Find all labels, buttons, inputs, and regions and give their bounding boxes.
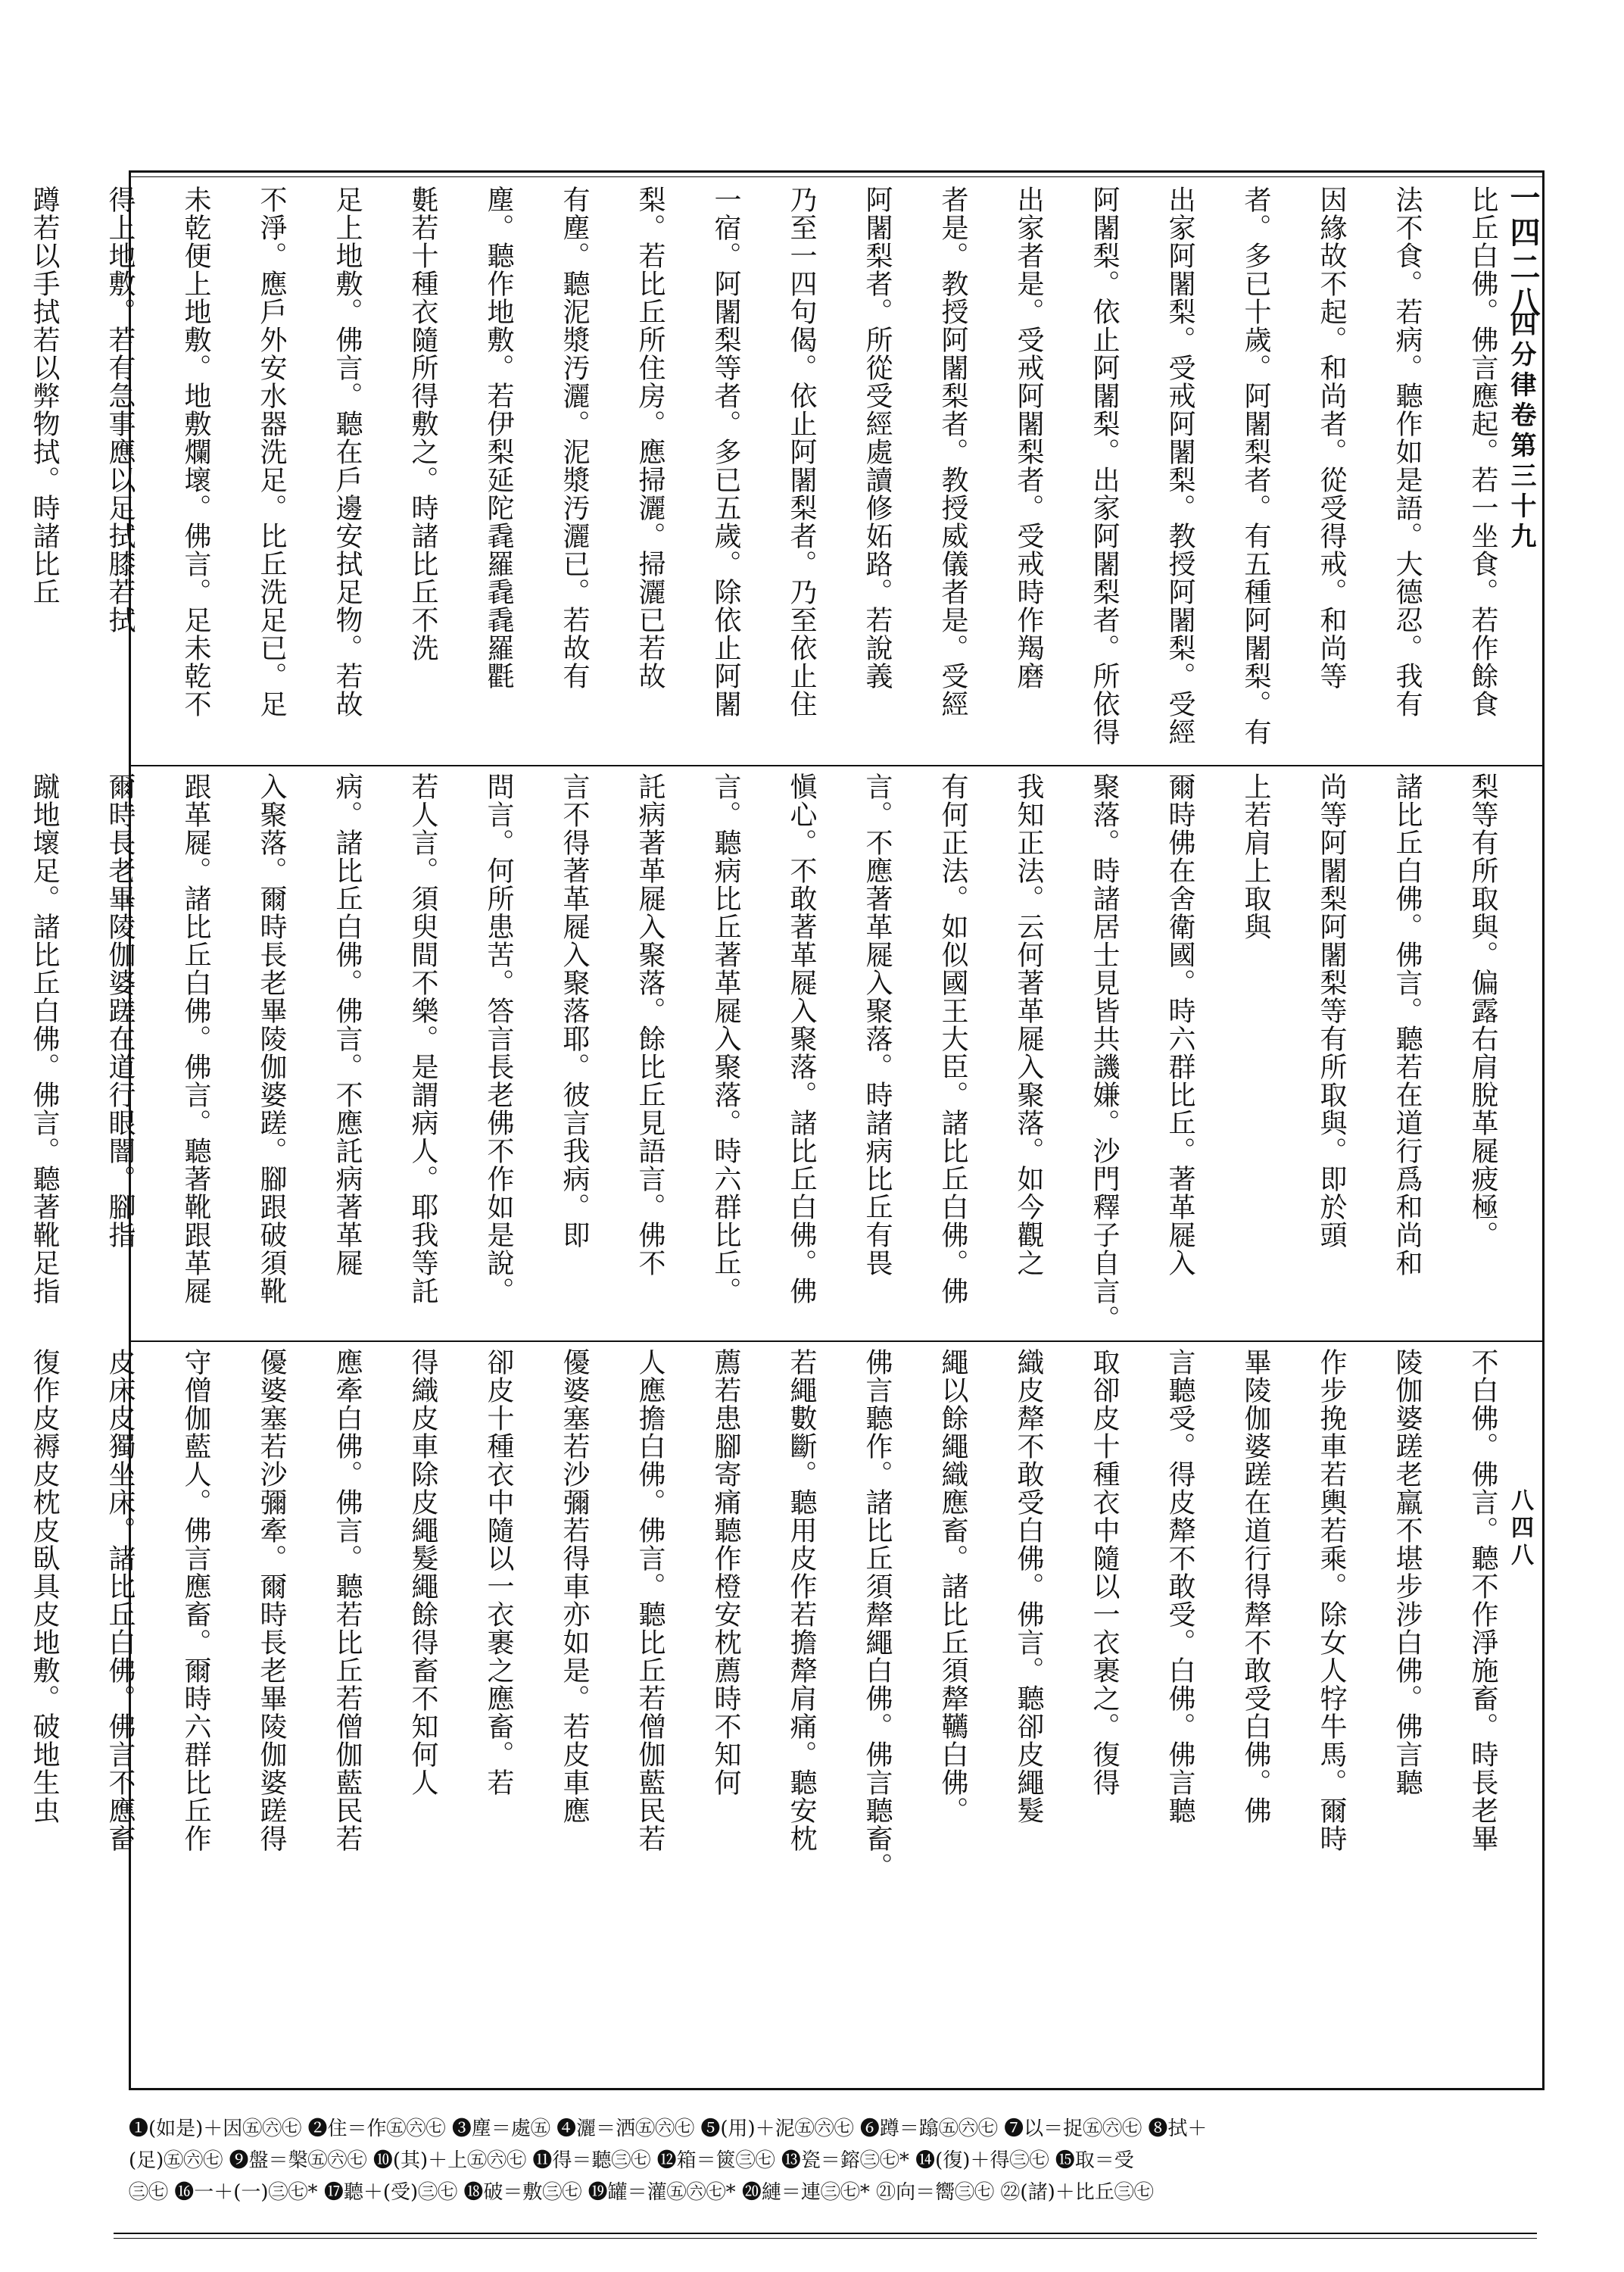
text-column — [0, 186, 6, 757]
text-column: 不淨。應戶外安水器洗足。比丘洗足已。足 — [256, 186, 287, 718]
text-column: 阿闍梨者。所從受經處讀修妬路。若說義 — [862, 186, 893, 690]
text-column: 畢陵伽婆蹉在道行得犛不敢受白佛。佛 — [1240, 1348, 1271, 1824]
text-column: 蹲若以手拭若以弊物拭。時諸比丘 — [29, 186, 60, 606]
text-column: 問言。何所患苦。答言長老佛不作如是說。 — [483, 772, 514, 1305]
text-column: 有塵。聽泥漿汚灑。泥漿汚灑已。若故有 — [559, 186, 590, 690]
text-column: 卻皮十種衣中隨以一衣裹之應畜。若 — [483, 1348, 514, 1796]
text-column: 比丘白佛。佛言應起。若一坐食。若作餘食 — [1467, 186, 1498, 718]
text-column: 我知正法。云何著革屣入聚落。如今觀之 — [1013, 772, 1044, 1277]
text-column: 出家阿闍梨。受戒阿闍梨。教授阿闍梨。受經 — [1164, 186, 1195, 746]
folio-number: 八四八 — [1507, 1488, 1533, 1570]
column-group — [29, 772, 1537, 1333]
column-group — [29, 186, 1537, 757]
frame-bottom-rule — [129, 2088, 1545, 2090]
text-column: 病。諸比丘白佛。佛言。不應託病著革屣 — [332, 772, 363, 1277]
text-column: 若繩數斷。聽用皮作若擔犛肩痛。聽安枕 — [786, 1348, 817, 1852]
text-region-lower — [29, 1348, 1537, 2083]
text-column: 若人言。須臾間不樂。是謂病人。耶我等託 — [407, 772, 438, 1305]
text-column: 尚等阿闍梨阿闍梨等有所取與。即於頭 — [1316, 772, 1347, 1249]
text-column: 跟革屣。諸比丘白佛。佛言。聽著靴跟革屣 — [180, 772, 211, 1305]
text-column: 取卻皮十種衣中隨以一衣裹之。復得 — [1089, 1348, 1120, 1796]
text-column: 爾時長老畢陵伽婆蹉在道行眼闇。腳指 — [104, 772, 136, 1249]
region-divider-1 — [129, 765, 1545, 766]
text-column: 阿闍梨。依止阿闍梨。出家阿闍梨者。所依得 — [1089, 186, 1120, 746]
text-column: 蹴地壞足。諸比丘白佛。佛言。聽著靴足指 — [29, 772, 60, 1305]
text-column: 塵。聽作地敷。若伊梨延陀毳羅毳毳羅氍 — [483, 186, 514, 690]
text-column: 言。不應著革屣入聚落。時諸病比丘有畏 — [862, 772, 893, 1277]
note-line: ❶(如是)＋因㊄㊅㊆ ❷住＝作㊄㊅㊆ ❸塵＝處㊄ ❹灑＝洒㊄㊅㊆ ❺(用)＋泥㊄㊅㊆ ❻蹲＝蹹㊄㊅㊆ ❼以＝捉㊄㊅㊆ ❽拭＋ — [129, 2118, 1208, 2140]
text-column: 得上地敷。若有急事應以足拭膝若拭 — [104, 186, 136, 634]
text-column: 優婆塞若沙彌牽。爾時長老畢陵伽婆蹉得 — [256, 1348, 287, 1852]
volume-title: 四分律卷第三十九 — [1506, 311, 1536, 553]
text-column: 應牽白佛。佛言。聽若比丘若僧伽藍民若 — [332, 1348, 363, 1852]
text-column: 法不食。若病。聽作如是語。大德忍。我有 — [1392, 186, 1423, 718]
text-column — [0, 772, 6, 1333]
column-group — [29, 1348, 1537, 2083]
text-column: 託病著革屣入聚落。餘比丘見語言。佛不 — [634, 772, 665, 1277]
text-column: 因緣故不起。和尚者。從受得戒。和尚等 — [1316, 186, 1347, 690]
text-region-middle — [29, 772, 1537, 1333]
note-line: ㊂㊆ ⓰一＋(一)㊂㊆* ⓱聽＋(受)㊂㊆ ⓲破＝敷㊂㊆ ⓳罐＝灌㊄㊅㊆* ⓴縺＝連㊂㊆* ㉑向＝嚮㊂㊆ ㉒(諸)＋比丘㊂㊆ — [129, 2181, 1154, 2204]
text-column: 復作皮褥皮枕皮臥具皮地敷。破地生虫 — [29, 1348, 60, 1824]
text-column: 言。聽病比丘著革屣入聚落。時六群比丘。 — [710, 772, 741, 1305]
note-line: (足)㊄㊅㊆ ❾盤＝槃㊄㊅㊆ ❿(其)＋上㊄㊅㊆ ⓫得＝聽㊂㊆ ⓬箱＝篋㊂㊆ ⓭瓷＝鎔㊂㊆* ⓮(復)＋得㊂㊆ ⓯取＝受 — [129, 2149, 1134, 2172]
text-column: 梨等有所取與。偏露右肩脫革屣疲極。 — [1467, 772, 1498, 1249]
frame-top-rule-inner — [129, 176, 1545, 177]
text-column: 上若肩上取與 — [1240, 772, 1271, 941]
frame-right-rule — [1542, 170, 1545, 2090]
text-column: 諸比丘白佛。佛言。聽若在道行爲和尚和 — [1392, 772, 1423, 1277]
text-column: 守僧伽藍人。佛言應畜。爾時六群比丘作 — [180, 1348, 211, 1852]
text-column: 一宿。阿闍梨等者。多已五歲。除依止阿闍 — [710, 186, 741, 718]
text-column: 出家者是。受戒阿闍梨者。受戒時作羯磨 — [1013, 186, 1044, 690]
text-column: 佛言聽作。諸比丘須犛繩白佛。佛言聽畜。 — [862, 1348, 893, 1880]
text-column — [0, 1348, 6, 2083]
frame-top-rule — [129, 170, 1545, 173]
text-column: 聚落。時諸居士見皆共譏嫌。沙門釋子自言。 — [1089, 772, 1120, 1333]
text-column: 愼心。不敢著革屣入聚落。諸比丘白佛。佛 — [786, 772, 817, 1305]
text-region-upper — [29, 186, 1537, 757]
text-column: 言聽受。得皮犛不敢受。白佛。佛言聽 — [1164, 1348, 1195, 1824]
page-bottom-rule-2 — [114, 2238, 1537, 2239]
text-column: 皮床皮獨坐床。諸比丘白佛。佛言不應畜 — [104, 1348, 136, 1852]
text-column: 陵伽婆蹉老羸不堪步涉白佛。佛言聽 — [1392, 1348, 1423, 1796]
text-column: 繩以餘繩織應畜。諸比丘須犛韉白佛。 — [937, 1348, 968, 1824]
text-column: 得織皮車除皮繩髮繩餘得畜不知何人 — [407, 1348, 438, 1796]
text-column: 有何正法。如似國王大臣。諸比丘白佛。佛 — [937, 772, 968, 1305]
text-column: 乃至一四句偈。依止阿闍梨者。乃至依止住 — [786, 186, 817, 718]
page-bottom-rule — [114, 2233, 1537, 2234]
text-column: 薦若患腳寄痛聽作橙安枕薦時不知何 — [710, 1348, 741, 1796]
region-divider-2 — [129, 1340, 1545, 1342]
collation-notes — [129, 2113, 1545, 2208]
text-column: 未乾便上地敷。地敷爛壞。佛言。足未乾不 — [180, 186, 211, 718]
text-column: 不白佛。佛言。聽不作淨施畜。時長老畢 — [1467, 1348, 1498, 1852]
text-column: 入聚落。爾時長老畢陵伽婆蹉。腳跟破須靴 — [256, 772, 287, 1305]
text-column: 言不得著革屣入聚落耶。彼言我病。即 — [559, 772, 590, 1249]
text-column: 作步挽車若輿若乘。除女人牸牛馬。爾時 — [1316, 1348, 1347, 1852]
text-column: 氀若十種衣隨所得敷之。時諸比丘不洗 — [407, 186, 438, 662]
text-column: 梨。若比丘所住房。應掃灑。掃灑已若故 — [634, 186, 665, 690]
page-number: 一四二八 — [1505, 182, 1541, 321]
text-column: 爾時佛在舍衛國。時六群比丘。著革屣入 — [1164, 772, 1195, 1277]
text-column: 人應擔白佛。佛言。聽比丘若僧伽藍民若 — [634, 1348, 665, 1852]
text-column: 優婆塞若沙彌若得車亦如是。若皮車應 — [559, 1348, 590, 1824]
text-column: 者是。教授阿闍梨者。教授威儀者是。受經 — [937, 186, 968, 718]
text-column: 織皮犛不敢受白佛。佛言。聽卻皮繩髮 — [1013, 1348, 1044, 1824]
text-column: 者。多已十歲。阿闍梨者。有五種阿闍梨。有 — [1240, 186, 1271, 746]
text-column: 足上地敷。佛言。聽在戶邊安拭足物。若故 — [332, 186, 363, 718]
